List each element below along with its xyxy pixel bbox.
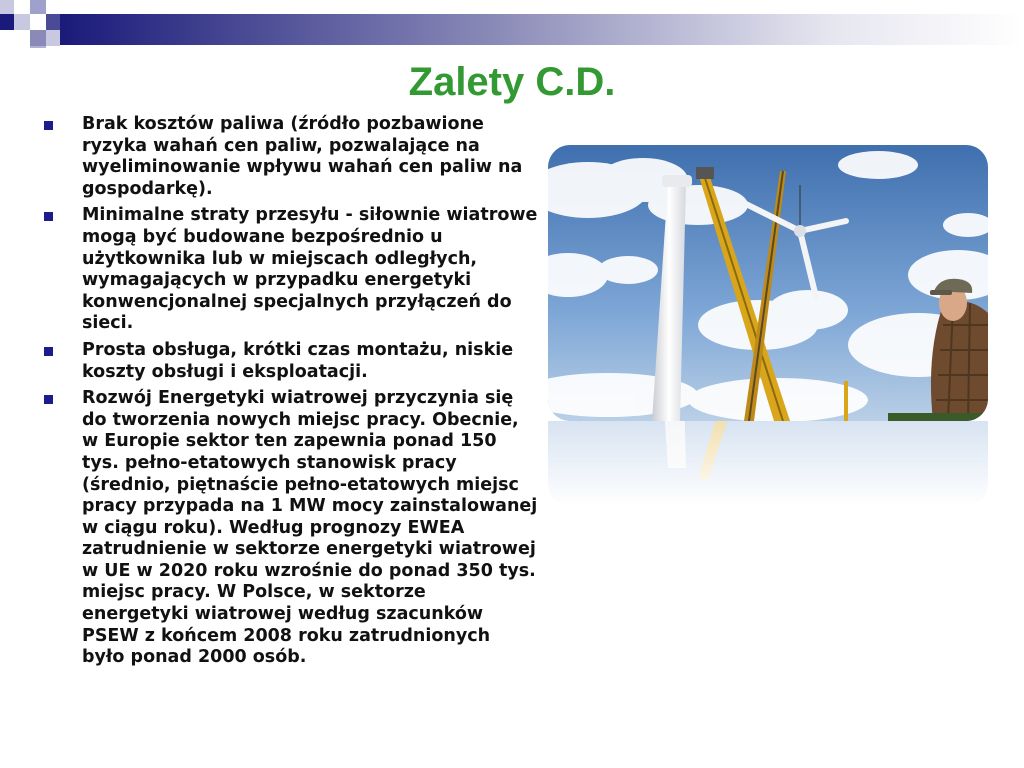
- bullet-text: Prosta obsługa, krótki czas montażu, niskie koszty obsługi i eksploatacji.: [82, 339, 514, 382]
- bullet-item: [44, 340, 538, 383]
- header-band: [0, 0, 1024, 48]
- bullet-list: [44, 114, 538, 674]
- bullet-text: Brak kosztów paliwa (źródło pozbawione ryzyka wahań cen paliw, pozwalające na wyeliminowanie wpływu wahań cen paliw na gospodarkę).: [82, 114, 523, 199]
- square-bullet-icon: [44, 347, 53, 356]
- square-bullet-icon: [44, 121, 53, 130]
- photo-reflection-image: [548, 421, 988, 506]
- header-gradient-bar: [0, 0, 1024, 48]
- wind-turbine-construction-image: [548, 145, 988, 421]
- wind-turbine-photo: [548, 145, 988, 421]
- photo-reflection: [548, 421, 988, 506]
- square-bullet-icon: [44, 212, 53, 221]
- bullet-text: Rozwój Energetyki wiatrowej przyczynia się do tworzenia nowych miejsc pracy. Obecnie, w Europie sektor ten zapewnia ponad 150 tys. pełno-etatowych stanowisk pracy (średnio, piętnaście pełno-etatowych miejsc pracy przypada na 1 MW mocy zainstalowanej w ciągu roku). Według prognozy EWEA zatrudnienie w sektorze energetyki wiatrowej w UE w 2020 roku wzrośnie do ponad 350 tys. miejsc pracy. W Polsce, w sektorze energetyki wiatrowej według szacunków PSEW z końcem 2008 roku zatrudnionych było ponad 2000 osób.: [82, 388, 538, 668]
- slide-title: Zalety C.D.: [408, 60, 616, 104]
- checker-corner-icon: [0, 0, 60, 48]
- bullet-item: [44, 114, 538, 200]
- square-bullet-icon: [44, 395, 53, 404]
- bullet-text: Minimalne straty przesyłu - siłownie wiatrowe mogą być budowane bezpośrednio u użytkownika lub w miejscach odległych, wymagających w przypadku energetyki konwencjonalnej specjalnych przyłączeń do sieci.: [82, 205, 538, 334]
- bullet-item: [44, 388, 538, 669]
- bullet-item: [44, 205, 538, 335]
